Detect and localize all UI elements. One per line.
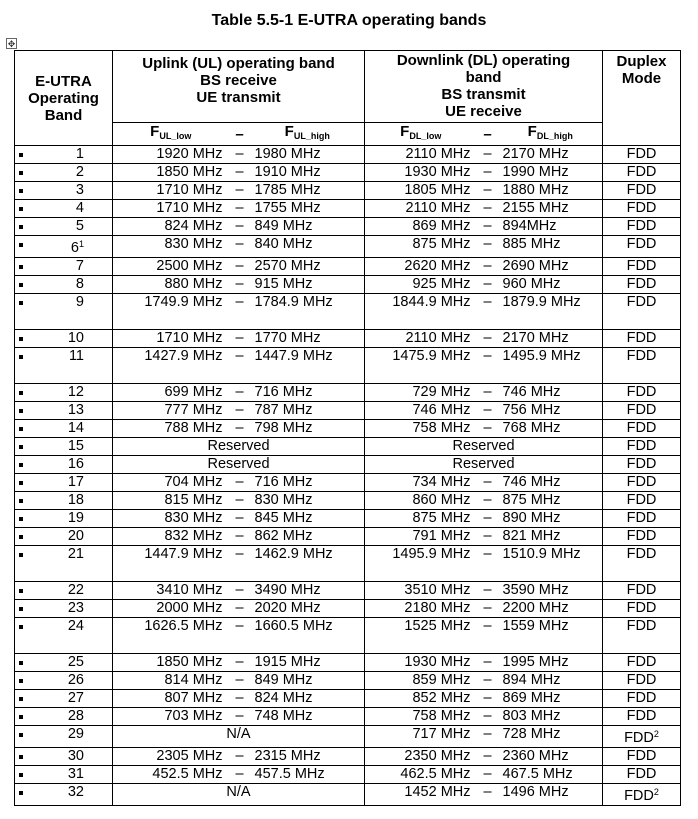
uplink-low: 1749.9 MHz [113, 294, 229, 330]
downlink-low: 1525 MHz [365, 618, 477, 654]
uplink-dash: – [229, 276, 251, 294]
header-band-label: E-UTRA Operating Band [28, 72, 99, 124]
uplink-low: 2500 MHz [113, 258, 229, 276]
uplink-low: 1710 MHz [113, 330, 229, 348]
uplink-dash: – [229, 510, 251, 528]
duplex-mode: FDD [603, 474, 681, 492]
band-number: 15 [15, 438, 113, 456]
uplink-high: 1447.9 MHz [251, 348, 365, 384]
uplink-high: 3490 MHz [251, 582, 365, 600]
band-number: 21 [15, 546, 113, 582]
duplex-mode: FDD [603, 146, 681, 164]
uplink-dash: – [229, 294, 251, 330]
downlink-dash: – [477, 582, 499, 600]
downlink-dash: – [477, 294, 499, 330]
table-row [15, 236, 681, 258]
downlink-low: 2350 MHz [365, 748, 477, 766]
table-row [15, 510, 681, 528]
header-uplink-line2: BS receive [200, 72, 277, 89]
duplex-mode: FDD$^2$ [603, 726, 681, 748]
band-number: 1 [15, 146, 113, 164]
uplink-dash: – [229, 348, 251, 384]
uplink-high: 2020 MHz [251, 600, 365, 618]
uplink-high: 840 MHz [251, 236, 365, 258]
downlink-high: 2690 MHz [499, 258, 603, 276]
downlink-high: 746 MHz [499, 384, 603, 402]
downlink-low: 2110 MHz [365, 200, 477, 218]
downlink-dash: – [477, 766, 499, 784]
downlink-low: 869 MHz [365, 218, 477, 236]
uplink-high: 830 MHz [251, 492, 365, 510]
uplink-high: 849 MHz [251, 218, 365, 236]
downlink-high: 803 MHz [499, 708, 603, 726]
band-number: 16 [15, 456, 113, 474]
downlink-high: 1496 MHz [499, 784, 603, 806]
table-row [15, 182, 681, 200]
downlink-high: 890 MHz [499, 510, 603, 528]
downlink-low: 1495.9 MHz [365, 546, 477, 582]
band-number: 30 [15, 748, 113, 766]
header-downlink-line3: UE receive [445, 103, 522, 120]
downlink-dash: – [477, 348, 499, 384]
uplink-low: 830 MHz [113, 236, 229, 258]
downlink-low: 860 MHz [365, 492, 477, 510]
table-row [15, 146, 681, 164]
uplink-dash: – [229, 654, 251, 672]
uplink-high: 457.5 MHz [251, 766, 365, 784]
uplink-low: 699 MHz [113, 384, 229, 402]
downlink-dash: – [477, 276, 499, 294]
table-row [15, 164, 681, 182]
band-number: 9 [15, 294, 113, 330]
downlink-high: 756 MHz [499, 402, 603, 420]
downlink-high: 2170 MHz [499, 330, 603, 348]
band-number: 13 [15, 402, 113, 420]
uplink-low: 830 MHz [113, 510, 229, 528]
uplink-low: 807 MHz [113, 690, 229, 708]
uplink-dash: – [229, 200, 251, 218]
table-row [15, 600, 681, 618]
downlink-low: 875 MHz [365, 236, 477, 258]
uplink-span: Reserved [113, 438, 365, 456]
downlink-dash: – [477, 182, 499, 200]
duplex-mode: FDD [603, 546, 681, 582]
downlink-high: 3590 MHz [499, 582, 603, 600]
band-number: 4 [15, 200, 113, 218]
uplink-dash: – [229, 402, 251, 420]
table-row [15, 726, 681, 748]
duplex-mode: FDD [603, 330, 681, 348]
band-number: 18 [15, 492, 113, 510]
downlink-low: 1805 MHz [365, 182, 477, 200]
header-f-ul-low: $F_{UL\_low}$ [113, 123, 229, 146]
band-number: 29 [15, 726, 113, 748]
uplink-high: 1980 MHz [251, 146, 365, 164]
downlink-low: 1475.9 MHz [365, 348, 477, 384]
uplink-span: Reserved [113, 456, 365, 474]
uplink-low: 1850 MHz [113, 164, 229, 182]
downlink-low: 852 MHz [365, 690, 477, 708]
uplink-dash: – [229, 582, 251, 600]
duplex-mode: FDD [603, 528, 681, 546]
uplink-dash: – [229, 672, 251, 690]
header-f-dl-high: $F_{DL\_high}$ [499, 123, 603, 146]
table-row [15, 276, 681, 294]
downlink-high: 1990 MHz [499, 164, 603, 182]
table-row [15, 748, 681, 766]
downlink-high: 2155 MHz [499, 200, 603, 218]
uplink-high: 1660.5 MHz [251, 618, 365, 654]
table-row [15, 708, 681, 726]
duplex-mode: FDD [603, 164, 681, 182]
band-number: 14 [15, 420, 113, 438]
downlink-high: 467.5 MHz [499, 766, 603, 784]
band-number: 5 [15, 218, 113, 236]
downlink-dash: – [477, 474, 499, 492]
header-dl-dash: – [477, 123, 499, 146]
table-title: Table 5.5-1 E-UTRA operating bands [211, 12, 487, 29]
downlink-high: 1495.9 MHz [499, 348, 603, 384]
duplex-mode: FDD [603, 510, 681, 528]
header-downlink [365, 51, 603, 123]
band-number: 25 [15, 654, 113, 672]
band-number: 2 [15, 164, 113, 182]
downlink-high: 1510.9 MHz [499, 546, 603, 582]
header-duplex [603, 51, 681, 146]
downlink-high: 768 MHz [499, 420, 603, 438]
duplex-mode: FDD$^2$ [603, 784, 681, 806]
uplink-dash: – [229, 236, 251, 258]
uplink-low: 1920 MHz [113, 146, 229, 164]
downlink-low: 462.5 MHz [365, 766, 477, 784]
downlink-dash: – [477, 200, 499, 218]
duplex-mode: FDD [603, 582, 681, 600]
uplink-dash: – [229, 546, 251, 582]
uplink-dash: – [229, 258, 251, 276]
operating-bands-table [14, 50, 681, 806]
uplink-low: 2305 MHz [113, 748, 229, 766]
table-row [15, 438, 681, 456]
duplex-mode: FDD [603, 348, 681, 384]
downlink-dash: – [477, 654, 499, 672]
table-row [15, 294, 681, 330]
downlink-high: 2170 MHz [499, 146, 603, 164]
downlink-span: Reserved [365, 456, 603, 474]
uplink-high: 716 MHz [251, 384, 365, 402]
uplink-low: 703 MHz [113, 708, 229, 726]
duplex-mode: FDD [603, 708, 681, 726]
duplex-mode: FDD [603, 402, 681, 420]
duplex-mode: FDD [603, 654, 681, 672]
uplink-low: 1710 MHz [113, 182, 229, 200]
band-number: 22 [15, 582, 113, 600]
table-row [15, 690, 681, 708]
table-row [15, 200, 681, 218]
downlink-low: 1930 MHz [365, 654, 477, 672]
header-uplink-line3: UE transmit [196, 89, 281, 106]
header-downlink-line2: BS transmit [441, 86, 526, 103]
duplex-mode: FDD [603, 236, 681, 258]
downlink-high: 2200 MHz [499, 600, 603, 618]
uplink-dash: – [229, 474, 251, 492]
downlink-low: 1844.9 MHz [365, 294, 477, 330]
band-number: 32 [15, 784, 113, 806]
header-f-ul-high: $F_{UL\_high}$ [251, 123, 365, 146]
uplink-span: N/A [113, 784, 365, 806]
downlink-low: 791 MHz [365, 528, 477, 546]
header-downlink-line1: Downlink (DL) operating band [396, 52, 571, 86]
downlink-high: 875 MHz [499, 492, 603, 510]
downlink-dash: – [477, 146, 499, 164]
header-uplink [113, 51, 365, 123]
downlink-low: 925 MHz [365, 276, 477, 294]
duplex-mode: FDD [603, 672, 681, 690]
header-ul-dash: – [229, 123, 251, 146]
downlink-high: 1879.9 MHz [499, 294, 603, 330]
band-number: 27 [15, 690, 113, 708]
downlink-low: 729 MHz [365, 384, 477, 402]
uplink-low: 788 MHz [113, 420, 229, 438]
uplink-high: 845 MHz [251, 510, 365, 528]
uplink-dash: – [229, 164, 251, 182]
table-row [15, 784, 681, 806]
uplink-low: 832 MHz [113, 528, 229, 546]
uplink-dash: – [229, 330, 251, 348]
duplex-mode: FDD [603, 200, 681, 218]
downlink-low: 1452 MHz [365, 784, 477, 806]
duplex-mode: FDD [603, 276, 681, 294]
band-number: 19 [15, 510, 113, 528]
downlink-span: Reserved [365, 438, 603, 456]
downlink-high: 821 MHz [499, 528, 603, 546]
duplex-mode: FDD [603, 600, 681, 618]
table-row [15, 618, 681, 654]
uplink-high: 1910 MHz [251, 164, 365, 182]
table-row [15, 218, 681, 236]
uplink-high: 748 MHz [251, 708, 365, 726]
downlink-high: 869 MHz [499, 690, 603, 708]
downlink-low: 875 MHz [365, 510, 477, 528]
duplex-mode: FDD [603, 218, 681, 236]
band-number: 11 [15, 348, 113, 384]
downlink-low: 2180 MHz [365, 600, 477, 618]
uplink-high: 1785 MHz [251, 182, 365, 200]
downlink-low: 2110 MHz [365, 330, 477, 348]
uplink-high: 2570 MHz [251, 258, 365, 276]
header-uplink-line1: Uplink (UL) operating band [142, 55, 335, 72]
table-row [15, 654, 681, 672]
table-row [15, 456, 681, 474]
downlink-dash: – [477, 492, 499, 510]
table-row [15, 546, 681, 582]
band-number: 26 [15, 672, 113, 690]
uplink-high: 1755 MHz [251, 200, 365, 218]
uplink-low: 1447.9 MHz [113, 546, 229, 582]
downlink-dash: – [477, 258, 499, 276]
downlink-high: 894MHz [499, 218, 603, 236]
downlink-low: 2620 MHz [365, 258, 477, 276]
band-number: 7 [15, 258, 113, 276]
downlink-dash: – [477, 726, 499, 748]
uplink-low: 704 MHz [113, 474, 229, 492]
uplink-high: 787 MHz [251, 402, 365, 420]
uplink-dash: – [229, 766, 251, 784]
header-band [15, 51, 113, 146]
downlink-dash: – [477, 618, 499, 654]
uplink-low: 1850 MHz [113, 654, 229, 672]
uplink-high: 2315 MHz [251, 748, 365, 766]
table-row [15, 528, 681, 546]
downlink-low: 1930 MHz [365, 164, 477, 182]
downlink-high: 1995 MHz [499, 654, 603, 672]
duplex-mode: FDD [603, 438, 681, 456]
uplink-high: 716 MHz [251, 474, 365, 492]
header-f-dl-low: $F_{DL\_low}$ [365, 123, 477, 146]
uplink-span: N/A [113, 726, 365, 748]
band-number: 28 [15, 708, 113, 726]
band-number: 8 [15, 276, 113, 294]
downlink-low: 2110 MHz [365, 146, 477, 164]
downlink-high: 894 MHz [499, 672, 603, 690]
table-row [15, 672, 681, 690]
band-number: $6^1$ [15, 236, 113, 258]
uplink-low: 2000 MHz [113, 600, 229, 618]
downlink-low: 758 MHz [365, 708, 477, 726]
table-row [15, 402, 681, 420]
uplink-dash: – [229, 708, 251, 726]
uplink-dash: – [229, 384, 251, 402]
table-row [15, 330, 681, 348]
uplink-low: 1427.9 MHz [113, 348, 229, 384]
downlink-dash: – [477, 690, 499, 708]
uplink-low: 824 MHz [113, 218, 229, 236]
downlink-low: 717 MHz [365, 726, 477, 748]
downlink-high: 1559 MHz [499, 618, 603, 654]
downlink-dash: – [477, 330, 499, 348]
duplex-mode: FDD [603, 384, 681, 402]
duplex-mode: FDD [603, 748, 681, 766]
downlink-dash: – [477, 672, 499, 690]
downlink-dash: – [477, 528, 499, 546]
duplex-mode: FDD [603, 456, 681, 474]
band-number: 10 [15, 330, 113, 348]
uplink-dash: – [229, 146, 251, 164]
uplink-low: 1626.5 MHz [113, 618, 229, 654]
uplink-high: 824 MHz [251, 690, 365, 708]
uplink-dash: – [229, 618, 251, 654]
uplink-high: 1770 MHz [251, 330, 365, 348]
downlink-dash: – [477, 708, 499, 726]
uplink-low: 452.5 MHz [113, 766, 229, 784]
downlink-dash: – [477, 546, 499, 582]
band-number: 20 [15, 528, 113, 546]
duplex-mode: FDD [603, 258, 681, 276]
table-row [15, 258, 681, 276]
table-row [15, 492, 681, 510]
table-row [15, 474, 681, 492]
duplex-mode: FDD [603, 420, 681, 438]
uplink-high: 849 MHz [251, 672, 365, 690]
uplink-dash: – [229, 182, 251, 200]
uplink-dash: – [229, 420, 251, 438]
uplink-low: 815 MHz [113, 492, 229, 510]
band-number: 23 [15, 600, 113, 618]
downlink-low: 734 MHz [365, 474, 477, 492]
uplink-low: 1710 MHz [113, 200, 229, 218]
downlink-dash: – [477, 236, 499, 258]
downlink-high: 2360 MHz [499, 748, 603, 766]
downlink-high: 885 MHz [499, 236, 603, 258]
duplex-mode: FDD [603, 766, 681, 784]
downlink-dash: – [477, 384, 499, 402]
table-row [15, 348, 681, 384]
duplex-mode: FDD [603, 492, 681, 510]
uplink-low: 814 MHz [113, 672, 229, 690]
uplink-high: 1915 MHz [251, 654, 365, 672]
downlink-low: 746 MHz [365, 402, 477, 420]
downlink-low: 758 MHz [365, 420, 477, 438]
downlink-dash: – [477, 600, 499, 618]
duplex-mode: FDD [603, 294, 681, 330]
table-row [15, 766, 681, 784]
downlink-dash: – [477, 402, 499, 420]
uplink-dash: – [229, 600, 251, 618]
move-handle-icon[interactable]: ✥ [7, 39, 16, 49]
downlink-high: 960 MHz [499, 276, 603, 294]
uplink-dash: – [229, 528, 251, 546]
uplink-high: 862 MHz [251, 528, 365, 546]
downlink-dash: – [477, 510, 499, 528]
uplink-high: 915 MHz [251, 276, 365, 294]
uplink-dash: – [229, 690, 251, 708]
uplink-low: 3410 MHz [113, 582, 229, 600]
band-number: 17 [15, 474, 113, 492]
uplink-dash: – [229, 218, 251, 236]
downlink-low: 3510 MHz [365, 582, 477, 600]
duplex-mode: FDD [603, 690, 681, 708]
duplex-mode: FDD [603, 618, 681, 654]
downlink-dash: – [477, 420, 499, 438]
header-duplex-label: Duplex Mode [616, 53, 667, 87]
band-number: 31 [15, 766, 113, 784]
uplink-dash: – [229, 492, 251, 510]
uplink-high: 798 MHz [251, 420, 365, 438]
downlink-dash: – [477, 748, 499, 766]
uplink-low: 777 MHz [113, 402, 229, 420]
downlink-dash: – [477, 784, 499, 806]
band-number: 3 [15, 182, 113, 200]
downlink-high: 1880 MHz [499, 182, 603, 200]
table-row [15, 582, 681, 600]
table-body [15, 146, 681, 806]
uplink-high: 1462.9 MHz [251, 546, 365, 582]
downlink-dash: – [477, 164, 499, 182]
downlink-dash: – [477, 218, 499, 236]
uplink-low: 880 MHz [113, 276, 229, 294]
downlink-high: 746 MHz [499, 474, 603, 492]
band-number: 12 [15, 384, 113, 402]
table-row [15, 420, 681, 438]
table-row [15, 384, 681, 402]
downlink-high: 728 MHz [499, 726, 603, 748]
uplink-dash: – [229, 748, 251, 766]
downlink-low: 859 MHz [365, 672, 477, 690]
uplink-high: 1784.9 MHz [251, 294, 365, 330]
duplex-mode: FDD [603, 182, 681, 200]
band-number: 24 [15, 618, 113, 654]
